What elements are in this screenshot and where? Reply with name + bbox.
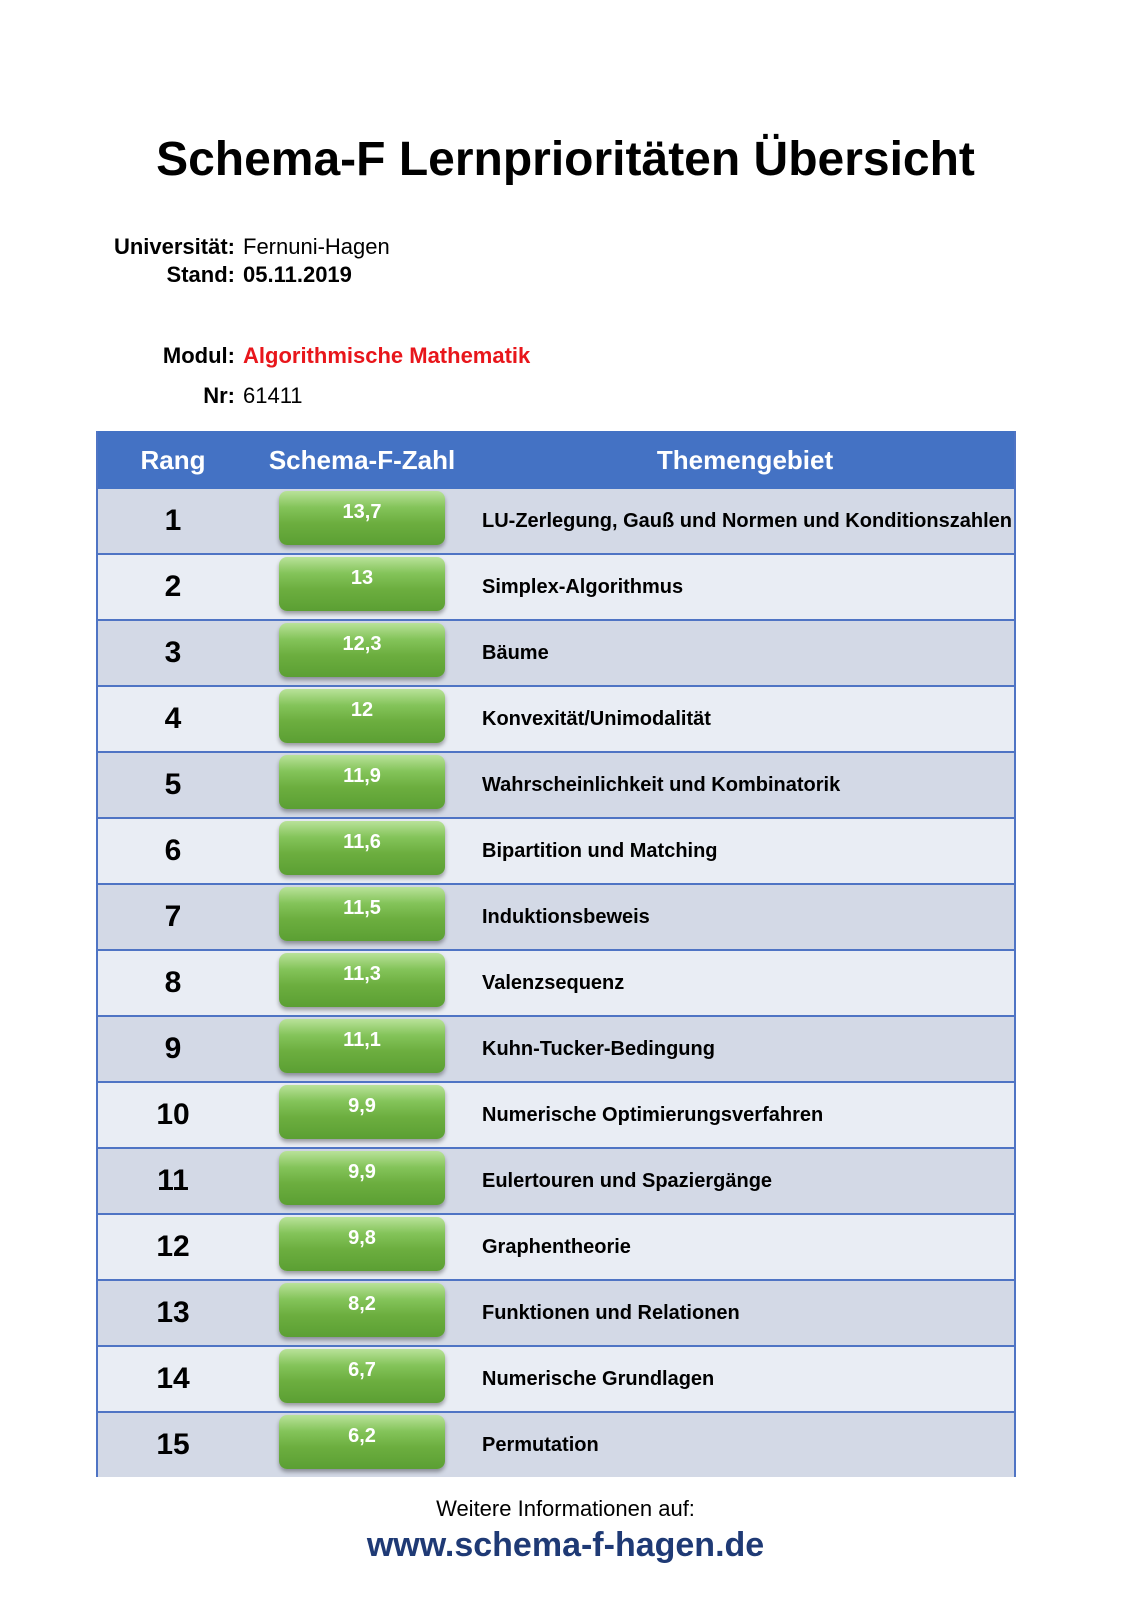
row-rank: 1 xyxy=(164,504,182,537)
row-rank: 9 xyxy=(164,1032,182,1065)
university-value: Fernuni-Hagen xyxy=(243,234,390,259)
row-rank: 3 xyxy=(164,636,182,669)
university-row xyxy=(0,233,390,261)
row-score-cell xyxy=(248,497,476,545)
row-rank: 4 xyxy=(164,702,182,735)
row-score-badge: 11,1 xyxy=(279,1019,445,1073)
row-score-cell xyxy=(248,893,476,941)
module-value: Algorithmische Mathematik xyxy=(243,343,531,368)
row-score-cell xyxy=(248,1289,476,1337)
row-topic: Permutation xyxy=(482,1433,599,1456)
table-body xyxy=(98,489,1014,1477)
row-score-badge: 6,7 xyxy=(279,1349,445,1403)
table-row xyxy=(98,753,1014,819)
row-rank: 5 xyxy=(164,768,182,801)
row-topic: Simplex-Algorithmus xyxy=(482,575,684,598)
row-rank: 14 xyxy=(156,1362,190,1395)
table-row xyxy=(98,621,1014,687)
row-topic: Bipartition und Matching xyxy=(482,839,718,862)
table-row xyxy=(98,951,1014,1017)
row-score-cell xyxy=(248,1421,476,1469)
number-row xyxy=(0,382,303,410)
date-row xyxy=(0,261,352,289)
row-score-badge: 11,5 xyxy=(279,887,445,941)
row-score-cell xyxy=(248,1091,476,1139)
table-row xyxy=(98,1083,1014,1149)
number-label: Nr: xyxy=(203,383,235,408)
footer-url-link[interactable]: www.schema-f-hagen.de xyxy=(366,1526,765,1564)
row-score-badge: 9,8 xyxy=(279,1217,445,1271)
row-topic: Wahrscheinlichkeit und Kombinatorik xyxy=(482,773,841,796)
row-score-badge: 9,9 xyxy=(279,1085,445,1139)
row-rank: 8 xyxy=(164,966,182,999)
number-value: 61411 xyxy=(243,383,303,408)
footer-info: Weitere Informationen auf: xyxy=(436,1496,695,1521)
row-topic: Eulertouren und Spaziergänge xyxy=(482,1169,773,1192)
module-label: Modul: xyxy=(162,343,235,368)
row-rank: 11 xyxy=(157,1164,189,1197)
table-row xyxy=(98,489,1014,555)
row-score-cell xyxy=(248,1025,476,1073)
row-topic: Kuhn-Tucker-Bedingung xyxy=(482,1037,715,1060)
row-topic: Numerische Grundlagen xyxy=(482,1367,715,1390)
row-score-cell xyxy=(248,563,476,611)
date-value: 05.11.2019 xyxy=(243,262,352,287)
page-title: Schema-F Lernprioritäten Übersicht xyxy=(156,133,975,186)
table-row xyxy=(98,1017,1014,1083)
row-topic: LU-Zerlegung, Gauß und Normen und Konditionszahlen xyxy=(482,509,1012,532)
row-score-badge: 12 xyxy=(279,689,445,743)
row-score-cell xyxy=(248,1223,476,1271)
header-rank: Rang xyxy=(140,444,206,475)
row-score-cell xyxy=(248,959,476,1007)
row-topic: Valenzsequenz xyxy=(482,971,625,994)
table-row xyxy=(98,1215,1014,1281)
table-row xyxy=(98,1413,1014,1477)
table-row xyxy=(98,819,1014,885)
row-score-badge: 11,3 xyxy=(279,953,445,1007)
row-score-cell xyxy=(248,761,476,809)
row-score-badge: 9,9 xyxy=(279,1151,445,1205)
row-topic: Numerische Optimierungsverfahren xyxy=(482,1103,824,1126)
row-topic: Konvexität/Unimodalität xyxy=(482,707,711,730)
row-score-badge: 11,9 xyxy=(279,755,445,809)
row-topic: Graphentheorie xyxy=(482,1235,631,1258)
row-rank: 12 xyxy=(156,1230,190,1263)
row-rank: 13 xyxy=(156,1296,190,1329)
table-row xyxy=(98,555,1014,621)
row-score-badge: 13,7 xyxy=(279,491,445,545)
row-score-cell xyxy=(248,629,476,677)
row-topic: Funktionen und Relationen xyxy=(482,1301,740,1324)
header-topic: Themengebiet xyxy=(656,444,834,475)
table-row xyxy=(98,1281,1014,1347)
module-row xyxy=(0,342,530,370)
row-score-cell xyxy=(248,827,476,875)
row-rank: 15 xyxy=(156,1428,190,1461)
row-rank: 10 xyxy=(156,1098,190,1131)
row-score-cell xyxy=(248,695,476,743)
header-score: Schema-F-Zahl xyxy=(268,444,456,475)
table-row xyxy=(98,885,1014,951)
row-score-cell xyxy=(248,1355,476,1403)
table-row xyxy=(98,687,1014,753)
row-rank: 6 xyxy=(164,834,182,867)
row-score-badge: 8,2 xyxy=(279,1283,445,1337)
date-label: Stand: xyxy=(166,262,235,287)
table-row xyxy=(98,1149,1014,1215)
row-topic: Induktionsbeweis xyxy=(482,905,650,928)
priority-table xyxy=(96,431,1016,1477)
row-topic: Bäume xyxy=(482,641,549,664)
row-score-badge: 11,6 xyxy=(279,821,445,875)
university-label: Universität: xyxy=(113,234,235,259)
row-rank: 2 xyxy=(164,570,182,603)
row-score-badge: 6,2 xyxy=(279,1415,445,1469)
row-score-badge: 13 xyxy=(279,557,445,611)
table-row xyxy=(98,1347,1014,1413)
row-score-cell xyxy=(248,1157,476,1205)
row-score-badge: 12,3 xyxy=(279,623,445,677)
row-rank: 7 xyxy=(164,900,182,933)
table-header xyxy=(98,431,1014,489)
